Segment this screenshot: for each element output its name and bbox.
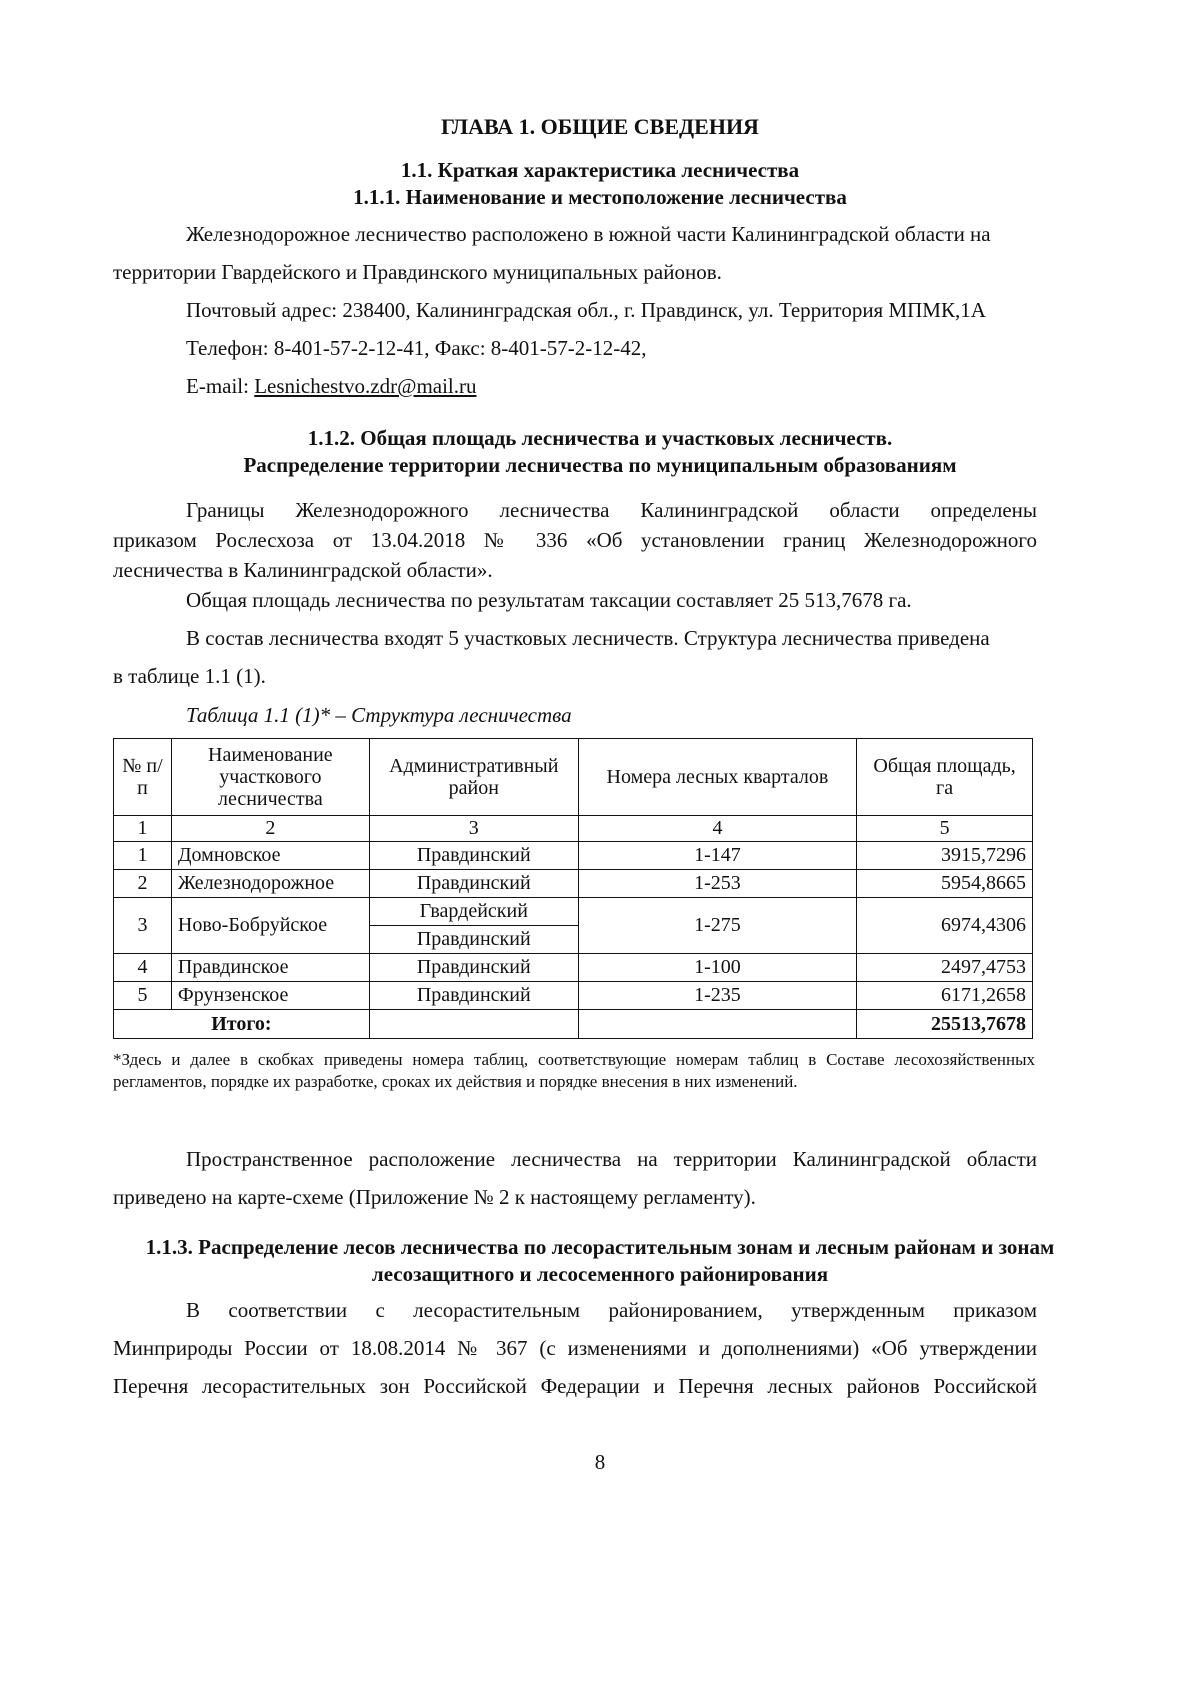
- table-column-numbers-row: [114, 816, 1033, 842]
- header-name: Наименование участкового лесничества: [171, 739, 369, 816]
- paragraph-borders-line1: Границы Железнодорожного лесничества Калининградской области определены: [186, 498, 1037, 522]
- total-empty-cell: [578, 1010, 856, 1039]
- header-no: № п/п: [114, 739, 172, 816]
- paragraph-borders-line3: лесничества в Калининградской области».: [113, 558, 493, 582]
- paragraph-zoning-line3: Перечня лесорастительных зон Российской Федерации и Перечня лесных районов Российской: [113, 1374, 1037, 1398]
- cell-no: 1: [114, 842, 172, 870]
- table-row: [114, 982, 1033, 1010]
- table-footnote: *Здесь и далее в скобках приведены номера таблиц, соответствующие номерам таблиц в Составе лесохозяйственных регламентов, порядке их разработке, сроках их действия и порядке внесения в них изменений.: [113, 1050, 1035, 1091]
- cell-area: 6974,4306: [857, 898, 1033, 954]
- paragraph-zoning-line2: Минприроды России от 18.08.2014 № 367 (с изменениями и дополнениями) «Об утверждении: [113, 1336, 1037, 1360]
- section-1-1-2-heading: [0, 425, 1200, 479]
- phone-fax: Телефон: 8-401-57-2-12-41, Факс: 8-401-57-2-12-42,: [186, 336, 647, 360]
- paragraph-location-line2: территории Гвардейского и Правдинского муниципальных районов.: [113, 260, 722, 284]
- table-row: [114, 842, 1033, 870]
- col-number: 5: [857, 816, 1033, 842]
- cell-area: 5954,8665: [857, 870, 1033, 898]
- header-area: Общая площадь, га: [857, 739, 1033, 816]
- email-label: E-mail:: [186, 374, 255, 398]
- cell-district: Гвардейский: [369, 898, 578, 926]
- header-quarters: Номера лесных кварталов: [578, 739, 856, 816]
- section-1-1-1-title: 1.1.1. Наименование и местоположение лесничества: [353, 185, 847, 209]
- cell-name: Правдинское: [171, 954, 369, 982]
- paragraph-zoning-line1: В соответствии с лесорастительным районированием, утвержденным приказом: [186, 1298, 1037, 1322]
- table-header-row: [114, 739, 1033, 816]
- forestry-structure-table: [113, 738, 1033, 1039]
- col-number: 1: [114, 816, 172, 842]
- paragraph-borders-line2: приказом Рослесхоза от 13.04.2018 № 336 «Об установлении границ Железнодорожного: [113, 528, 1037, 552]
- cell-district: Правдинский: [369, 842, 578, 870]
- cell-quarters: 1-253: [578, 870, 856, 898]
- cell-no: 5: [114, 982, 172, 1010]
- section-1-1-2-title: 1.1.2. Общая площадь лесничества и участковых лесничеств.: [307, 426, 893, 450]
- cell-quarters: 1-275: [578, 898, 856, 954]
- cell-no: 3: [114, 898, 172, 954]
- cell-name: Фрунзенское: [171, 982, 369, 1010]
- cell-quarters: 1-100: [578, 954, 856, 982]
- cell-name: Железнодорожное: [171, 870, 369, 898]
- cell-district: Правдинский: [369, 954, 578, 982]
- cell-district: Правдинский: [369, 870, 578, 898]
- cell-district: Правдинский: [369, 926, 578, 954]
- cell-area: 2497,4753: [857, 954, 1033, 982]
- cell-name: Домновское: [171, 842, 369, 870]
- cell-no: 2: [114, 870, 172, 898]
- total-label: Итого:: [114, 1010, 370, 1039]
- paragraph-total-area: Общая площадь лесничества по результатам таксации составляет 25 513,7678 га.: [186, 588, 912, 612]
- paragraph-structure-line2: в таблице 1.1 (1).: [113, 664, 266, 688]
- paragraph-location-line1: Железнодорожное лесничество расположено в южной части Калининградской области на: [186, 222, 991, 246]
- chapter-title: ГЛАВА 1. ОБЩИЕ СВЕДЕНИЯ: [441, 114, 759, 139]
- cell-quarters: 1-147: [578, 842, 856, 870]
- table-row: [114, 898, 1033, 926]
- section-1-1-3-title: 1.1.3. Распределение лесов лесничества по лесорастительным зонам и лесным районам и зонам лесозащитного и лесосеменного районирования: [145, 1235, 1055, 1286]
- paragraph-spatial-line1: Пространственное расположение лесничества на территории Калининградской области: [186, 1147, 1037, 1171]
- col-number: 3: [369, 816, 578, 842]
- col-number: 4: [578, 816, 856, 842]
- table-row: [114, 954, 1033, 982]
- cell-district: Правдинский: [369, 982, 578, 1010]
- col-number: 2: [171, 816, 369, 842]
- section-1-1-heading: [0, 157, 1200, 211]
- cell-quarters: 1-235: [578, 982, 856, 1010]
- email-link[interactable]: Lesnichestvo.zdr@mail.ru: [254, 374, 477, 398]
- section-1-1-title: 1.1. Краткая характеристика лесничества: [400, 158, 800, 182]
- cell-no: 4: [114, 954, 172, 982]
- cell-name: Ново-Бобруйское: [171, 898, 369, 954]
- total-empty-cell: [369, 1010, 578, 1039]
- postal-address: Почтовый адрес: 238400, Калининградская обл., г. Правдинск, ул. Территория МПМК,1А: [186, 298, 986, 322]
- page-number: 8: [594, 1450, 606, 1474]
- paragraph-structure-line1: В состав лесничества входят 5 участковых лесничеств. Структура лесничества приведена: [186, 626, 990, 650]
- table-caption: Таблица 1.1 (1)* – Структура лесничества: [186, 703, 572, 727]
- header-district: Административный район: [369, 739, 578, 816]
- total-area: 25513,7678: [857, 1010, 1033, 1039]
- paragraph-spatial-line2: приведено на карте-схеме (Приложение № 2 к настоящему регламенту).: [113, 1185, 756, 1209]
- table-row: [114, 870, 1033, 898]
- table-total-row: [114, 1010, 1033, 1039]
- email-line: [186, 374, 477, 398]
- cell-area: 3915,7296: [857, 842, 1033, 870]
- cell-area: 6171,2658: [857, 982, 1033, 1010]
- section-1-1-2-subtitle: Распределение территории лесничества по муниципальным образованиям: [243, 453, 957, 477]
